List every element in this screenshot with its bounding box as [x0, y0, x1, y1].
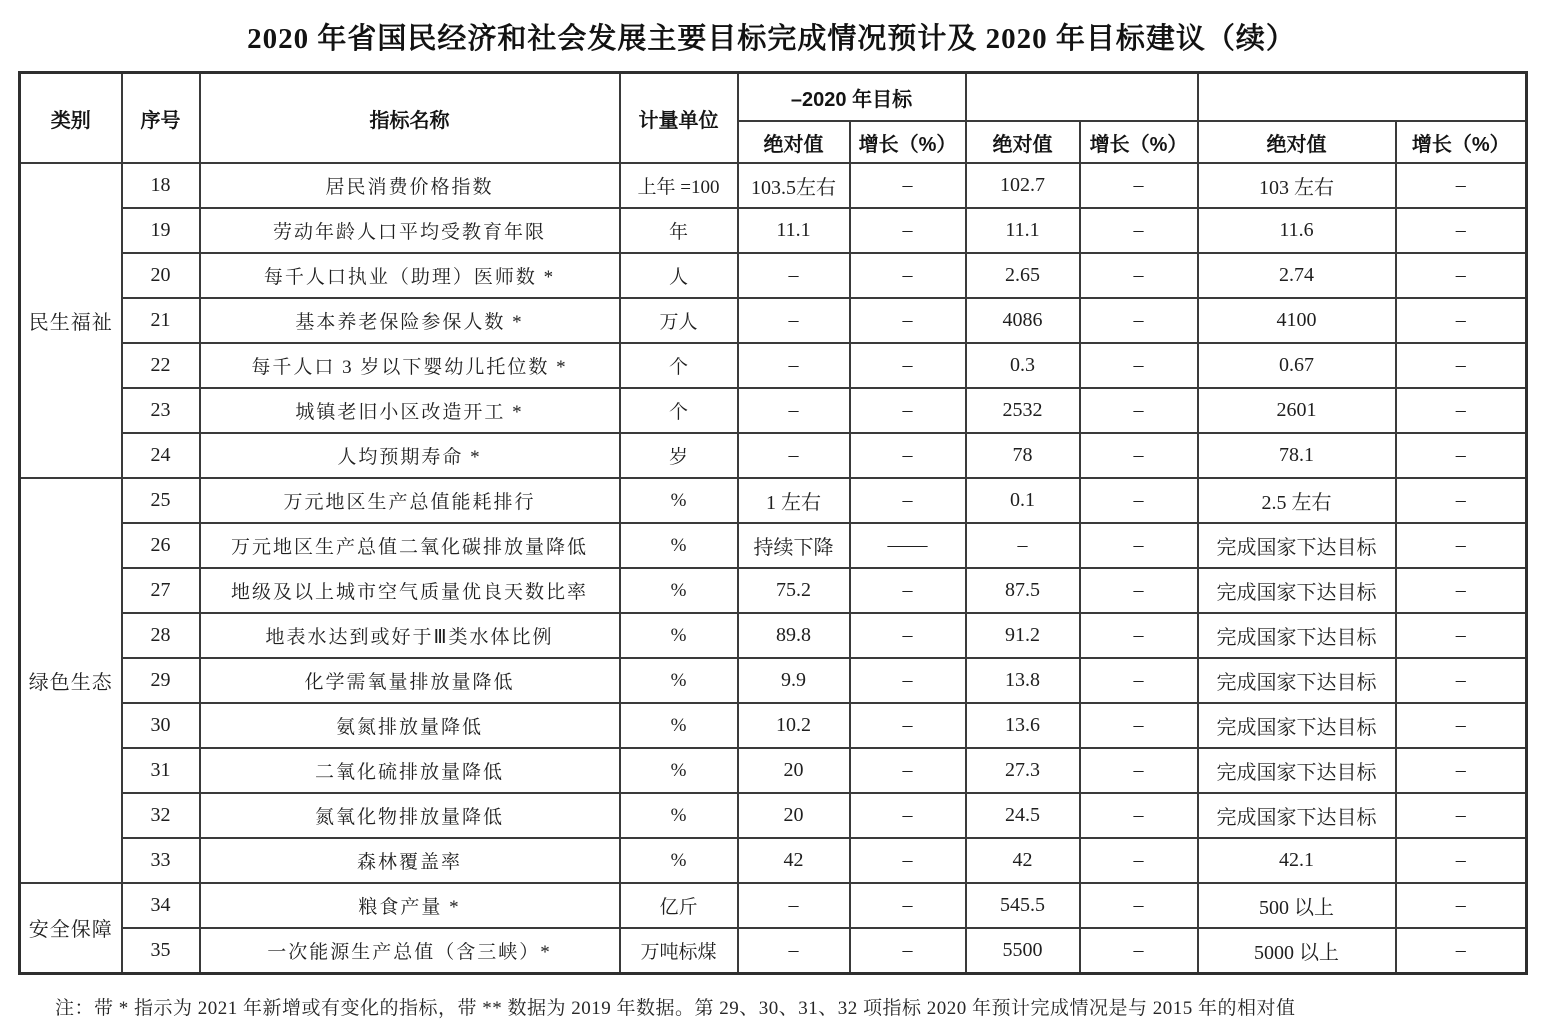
value-cell: 27.3: [966, 748, 1080, 793]
indicator-name-cell: 万元地区生产总值二氧化碳排放量降低: [200, 523, 620, 568]
value-cell: –: [850, 253, 966, 298]
value-cell: 91.2: [966, 613, 1080, 658]
header-unit: 计量单位: [620, 73, 738, 164]
value-cell: –: [1080, 478, 1198, 523]
row-number-cell: 18: [122, 163, 200, 208]
value-cell: –: [1080, 343, 1198, 388]
indicator-name-cell: 城镇老旧小区改造开工 *: [200, 388, 620, 433]
value-cell: 78.1: [1198, 433, 1396, 478]
value-cell: –: [738, 388, 850, 433]
value-cell: –: [1080, 433, 1198, 478]
table-row: [20, 613, 1527, 658]
header-growth-1: 增长（%）: [850, 121, 966, 163]
value-cell: 5500: [966, 928, 1080, 973]
value-cell: 完成国家下达目标: [1198, 658, 1396, 703]
unit-cell: %: [620, 703, 738, 748]
table-row: [20, 838, 1527, 883]
value-cell: –: [1080, 298, 1198, 343]
row-number-cell: 26: [122, 523, 200, 568]
value-cell: –: [738, 928, 850, 973]
value-cell: –: [850, 658, 966, 703]
value-cell: –: [1396, 523, 1527, 568]
value-cell: –: [850, 433, 966, 478]
header-group-blank-1: [966, 73, 1198, 122]
value-cell: 持续下降: [738, 523, 850, 568]
indicator-name-cell: 基本养老保险参保人数 *: [200, 298, 620, 343]
header-absolute-3: 绝对值: [1198, 121, 1396, 163]
table-row: [20, 703, 1527, 748]
unit-cell: 个: [620, 388, 738, 433]
header-group-row: [20, 73, 1527, 122]
indicator-name-cell: 劳动年龄人口平均受教育年限: [200, 208, 620, 253]
value-cell: –: [850, 793, 966, 838]
row-number-cell: 20: [122, 253, 200, 298]
value-cell: –: [850, 883, 966, 928]
table-row: [20, 208, 1527, 253]
value-cell: 2601: [1198, 388, 1396, 433]
value-cell: –: [1080, 883, 1198, 928]
header-index: 序号: [122, 73, 200, 164]
row-number-cell: 34: [122, 883, 200, 928]
footnote: 注：带 * 指示为 2021 年新增或有变化的指标，带 ** 数据为 2019 年数据。第 29、30、31、32 项指标 2020 年预计完成情况是与 2015 年的相对值: [55, 997, 1296, 1019]
value-cell: 完成国家下达目标: [1198, 793, 1396, 838]
value-cell: –: [1396, 478, 1527, 523]
value-cell: –: [1396, 343, 1527, 388]
indicator-name-cell: 居民消费价格指数: [200, 163, 620, 208]
value-cell: –: [1396, 928, 1527, 973]
value-cell: 75.2: [738, 568, 850, 613]
header-growth-2: 增长（%）: [1080, 121, 1198, 163]
value-cell: –: [850, 838, 966, 883]
value-cell: –: [738, 433, 850, 478]
value-cell: 9.9: [738, 658, 850, 703]
indicator-name-cell: 一次能源生产总值（含三峡）*: [200, 928, 620, 973]
row-number-cell: 22: [122, 343, 200, 388]
table-row: [20, 388, 1527, 433]
indicator-name-cell: 氨氮排放量降低: [200, 703, 620, 748]
indicator-name-cell: 二氧化硫排放量降低: [200, 748, 620, 793]
unit-cell: %: [620, 658, 738, 703]
value-cell: –: [850, 208, 966, 253]
value-cell: –: [1080, 568, 1198, 613]
value-cell: –: [1396, 703, 1527, 748]
unit-cell: 年: [620, 208, 738, 253]
unit-cell: 人: [620, 253, 738, 298]
value-cell: 11.1: [738, 208, 850, 253]
value-cell: –: [1080, 163, 1198, 208]
value-cell: –: [1080, 523, 1198, 568]
table-row: [20, 253, 1527, 298]
table-row: [20, 658, 1527, 703]
header-group-blank-2: [1198, 73, 1527, 122]
indicator-name-cell: 森林覆盖率: [200, 838, 620, 883]
value-cell: 24.5: [966, 793, 1080, 838]
unit-cell: %: [620, 793, 738, 838]
unit-cell: 岁: [620, 433, 738, 478]
page-title: 2020 年省国民经济和社会发展主要目标完成情况预计及 2020 年目标建议（续）: [247, 23, 1296, 55]
value-cell: –: [738, 298, 850, 343]
value-cell: –: [850, 478, 966, 523]
value-cell: 13.8: [966, 658, 1080, 703]
value-cell: 1 左右: [738, 478, 850, 523]
value-cell: 78: [966, 433, 1080, 478]
unit-cell: %: [620, 478, 738, 523]
value-cell: –: [1396, 613, 1527, 658]
value-cell: –: [1396, 793, 1527, 838]
value-cell: 2.5 左右: [1198, 478, 1396, 523]
value-cell: 完成国家下达目标: [1198, 613, 1396, 658]
row-number-cell: 28: [122, 613, 200, 658]
header-category: 类别: [20, 73, 122, 164]
row-number-cell: 25: [122, 478, 200, 523]
value-cell: –: [850, 388, 966, 433]
value-cell: –: [738, 253, 850, 298]
row-number-cell: 27: [122, 568, 200, 613]
value-cell: –: [1396, 163, 1527, 208]
table-row: [20, 343, 1527, 388]
value-cell: 11.6: [1198, 208, 1396, 253]
row-number-cell: 23: [122, 388, 200, 433]
indicator-name-cell: 地级及以上城市空气质量优良天数比率: [200, 568, 620, 613]
header-growth-3: 增长（%）: [1396, 121, 1527, 163]
value-cell: –: [1080, 658, 1198, 703]
table-row: [20, 568, 1527, 613]
row-number-cell: 30: [122, 703, 200, 748]
value-cell: 42: [738, 838, 850, 883]
value-cell: –: [1080, 388, 1198, 433]
indicator-name-cell: 地表水达到或好于Ⅲ类水体比例: [200, 613, 620, 658]
unit-cell: 万人: [620, 298, 738, 343]
value-cell: 545.5: [966, 883, 1080, 928]
value-cell: –: [1396, 298, 1527, 343]
value-cell: –: [850, 163, 966, 208]
value-cell: –: [1396, 208, 1527, 253]
table-row: [20, 523, 1527, 568]
indicator-name-cell: 人均预期寿命 *: [200, 433, 620, 478]
value-cell: –: [738, 883, 850, 928]
value-cell: 完成国家下达目标: [1198, 568, 1396, 613]
row-number-cell: 31: [122, 748, 200, 793]
header-group-2020-target: –2020 年目标: [738, 73, 966, 122]
value-cell: 102.7: [966, 163, 1080, 208]
unit-cell: 万吨标煤: [620, 928, 738, 973]
unit-cell: %: [620, 838, 738, 883]
table-row: [20, 793, 1527, 838]
value-cell: 0.1: [966, 478, 1080, 523]
table-row: [20, 433, 1527, 478]
header-indicator: 指标名称: [200, 73, 620, 164]
unit-cell: 亿斤: [620, 883, 738, 928]
indicator-name-cell: 每千人口 3 岁以下婴幼儿托位数 *: [200, 343, 620, 388]
value-cell: 89.8: [738, 613, 850, 658]
table-row: [20, 928, 1527, 973]
value-cell: –: [1080, 838, 1198, 883]
value-cell: 2.74: [1198, 253, 1396, 298]
value-cell: –: [1080, 208, 1198, 253]
category-cell: 民生福祉: [20, 163, 122, 478]
value-cell: –: [850, 928, 966, 973]
unit-cell: %: [620, 613, 738, 658]
value-cell: –: [1396, 658, 1527, 703]
table-row: [20, 748, 1527, 793]
value-cell: ——: [850, 523, 966, 568]
value-cell: 完成国家下达目标: [1198, 523, 1396, 568]
unit-cell: 个: [620, 343, 738, 388]
value-cell: –: [850, 298, 966, 343]
unit-cell: %: [620, 748, 738, 793]
value-cell: –: [1396, 838, 1527, 883]
value-cell: –: [850, 613, 966, 658]
header-absolute-1: 绝对值: [738, 121, 850, 163]
table-row: [20, 478, 1527, 523]
indicator-name-cell: 每千人口执业（助理）医师数 *: [200, 253, 620, 298]
value-cell: –: [738, 343, 850, 388]
value-cell: 4100: [1198, 298, 1396, 343]
value-cell: 87.5: [966, 568, 1080, 613]
value-cell: –: [966, 523, 1080, 568]
table-body: [20, 163, 1527, 973]
indicator-name-cell: 氮氧化物排放量降低: [200, 793, 620, 838]
value-cell: –: [1080, 703, 1198, 748]
value-cell: –: [1396, 883, 1527, 928]
value-cell: 42.1: [1198, 838, 1396, 883]
value-cell: –: [1396, 388, 1527, 433]
value-cell: 完成国家下达目标: [1198, 748, 1396, 793]
value-cell: 103.5左右: [738, 163, 850, 208]
value-cell: –: [850, 343, 966, 388]
value-cell: –: [1396, 253, 1527, 298]
table-row: [20, 883, 1527, 928]
row-number-cell: 33: [122, 838, 200, 883]
value-cell: 42: [966, 838, 1080, 883]
value-cell: 500 以上: [1198, 883, 1396, 928]
indicator-name-cell: 化学需氧量排放量降低: [200, 658, 620, 703]
value-cell: –: [850, 748, 966, 793]
table-row: [20, 298, 1527, 343]
value-cell: 103 左右: [1198, 163, 1396, 208]
value-cell: 完成国家下达目标: [1198, 703, 1396, 748]
row-number-cell: 21: [122, 298, 200, 343]
row-number-cell: 29: [122, 658, 200, 703]
value-cell: 10.2: [738, 703, 850, 748]
value-cell: –: [1080, 613, 1198, 658]
indicator-name-cell: 万元地区生产总值能耗排行: [200, 478, 620, 523]
category-cell: 安全保障: [20, 883, 122, 973]
value-cell: 2532: [966, 388, 1080, 433]
indicator-name-cell: 粮食产量 *: [200, 883, 620, 928]
header-absolute-2: 绝对值: [966, 121, 1080, 163]
value-cell: 20: [738, 793, 850, 838]
value-cell: 2.65: [966, 253, 1080, 298]
value-cell: 11.1: [966, 208, 1080, 253]
value-cell: –: [1080, 253, 1198, 298]
value-cell: –: [1396, 748, 1527, 793]
unit-cell: %: [620, 568, 738, 613]
value-cell: –: [1080, 748, 1198, 793]
value-cell: –: [1080, 793, 1198, 838]
value-cell: –: [850, 568, 966, 613]
row-number-cell: 32: [122, 793, 200, 838]
table-header: [20, 73, 1527, 164]
value-cell: 5000 以上: [1198, 928, 1396, 973]
unit-cell: %: [620, 523, 738, 568]
value-cell: 20: [738, 748, 850, 793]
row-number-cell: 35: [122, 928, 200, 973]
targets-table: [18, 71, 1528, 975]
value-cell: 0.3: [966, 343, 1080, 388]
category-cell: 绿色生态: [20, 478, 122, 883]
value-cell: –: [1396, 433, 1527, 478]
value-cell: 13.6: [966, 703, 1080, 748]
unit-cell: 上年 =100: [620, 163, 738, 208]
value-cell: –: [1080, 928, 1198, 973]
table-row: [20, 163, 1527, 208]
value-cell: 0.67: [1198, 343, 1396, 388]
row-number-cell: 19: [122, 208, 200, 253]
value-cell: –: [1396, 568, 1527, 613]
value-cell: –: [850, 703, 966, 748]
value-cell: 4086: [966, 298, 1080, 343]
row-number-cell: 24: [122, 433, 200, 478]
